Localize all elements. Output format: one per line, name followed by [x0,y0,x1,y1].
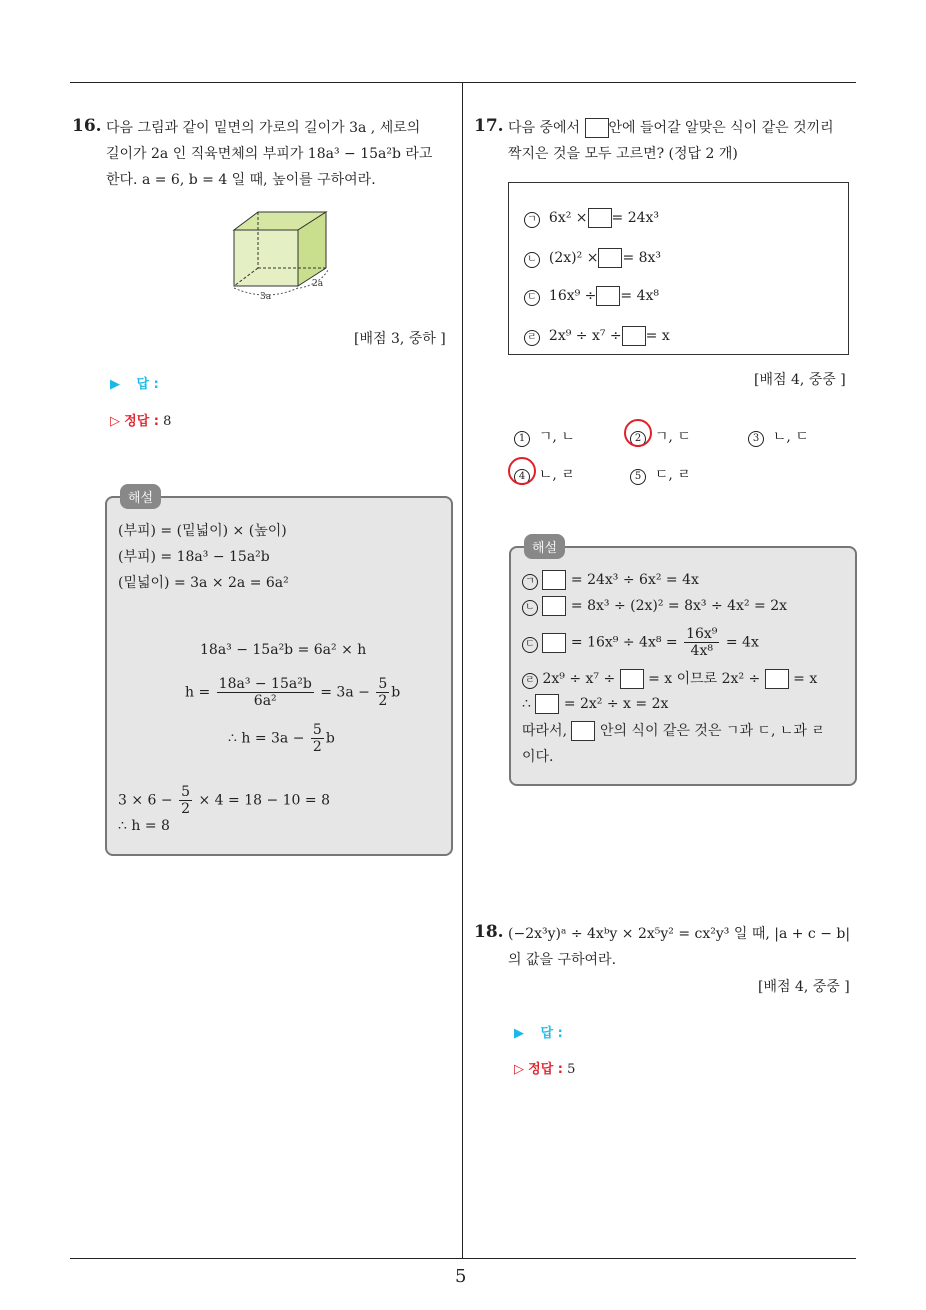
blank-box [765,669,789,689]
q17-exp-l5-b: = 2x² ÷ x = 2x [563,696,669,712]
answer-arrow-icon: ▶ [514,1026,524,1041]
q16-answer-label: 답 : [136,377,159,392]
choice-4-selected-circle [508,457,536,485]
q17-exp-line5 [522,694,668,714]
q17-item-4-mark: ㄹ [524,330,540,346]
q16-exp-l6-fn: 5 [312,722,322,738]
q16-exp-l7-fn: 5 [181,784,191,800]
q17-line2: 짝지은 것을 모두 고르면? (정답 2 개) [508,146,738,162]
q17-exp-l5-a: ∴ [522,696,531,712]
q18-line1: (−2x³y)ᵃ ÷ 4xᵇy × 2x⁵y² = cx²y³ 일 때, |a + c − b| [508,926,851,942]
column-divider [462,82,463,1259]
q16-line2: 길이가 2a 인 직육면체의 부피가 18a³ − 15a²b 라고 [106,146,433,162]
q16-exp-line4: 18a³ − 15a²b = 6a² × h [200,642,367,658]
q16-exp-l5-right: = 3a − [320,684,370,701]
q17-exp-l4-a: 2x⁹ ÷ x⁷ ÷ [542,671,616,687]
choice-3-num: 3 [748,431,764,447]
q16-exp-l5-fn: 5 [378,676,388,692]
q18-correct-label: 정답 : [528,1062,563,1077]
q16-exp-l7-frac [179,784,192,817]
choice-2-num: 2 [630,431,646,447]
q17-line1-a: 다음 중에서 [508,120,581,136]
bottom-rule [70,1258,856,1259]
q16-exp-line8: ∴ h = 8 [118,818,170,834]
choice-3-text: ㄴ, ㄷ [772,429,809,445]
correct-arrow-icon: ▷ [110,414,120,429]
choice-1-num: 1 [514,431,530,447]
q17-item-1-mark: ㄱ [524,212,540,228]
q16-exp-l6-frac [311,722,324,755]
exp-mark-1: ㄱ [522,574,538,590]
q18-answer-label: 답 : [540,1026,563,1041]
q17-score: [배점 4, 중중 ] [754,372,846,388]
q18-number: 18. [474,922,504,942]
choice-4-text: ㄴ, ㄹ [538,467,575,483]
q16-exp-line1: (부피) = (밑넓이) × (높이) [118,523,287,539]
top-rule [70,82,856,83]
q16-answer-row[interactable] [110,373,159,392]
q16-exp-l6-end: b [325,730,335,747]
q17-number: 17. [474,116,504,136]
q17-exp-l3-b: = 4x [725,634,759,651]
q17-exp-l3-a: = 16x⁹ ÷ 4x⁸ = [570,634,678,651]
q16-exp-line7 [118,784,330,817]
q16-exp-l5-fd: 2 [378,693,388,709]
q16-exp-l5-left: h = [185,684,211,701]
choice-1-text: ㄱ, ㄴ [538,429,575,445]
q17-item-4 [524,326,670,346]
choice-5-text: ㄷ, ㄹ [654,467,691,483]
q16-exp-l5-frac [217,676,314,709]
blank-box [622,326,646,346]
q18-answer-row[interactable] [514,1022,563,1041]
q17-exp-l6-a: 따라서, [522,723,568,739]
q17-item-3-right: = 4x⁸ [620,288,660,304]
q16-exp-line2: (부피) = 18a³ − 15a²b [118,549,270,565]
q17-item-3-left: 16x⁹ ÷ [548,288,597,304]
q18-score: [배점 4, 중중 ] [758,979,850,995]
q17-exp-l6-b: 안의 식이 같은 것은 ㄱ과 ㄷ, ㄴ과 ㄹ [599,723,825,739]
fig-label-depth: 2a [312,279,324,289]
q16-line1: 다음 그림과 같이 밑면의 가로의 길이가 3a , 세로의 [106,120,421,136]
q17-item-1-right: = 24x³ [611,210,660,226]
q17-item-2-left: (2x)² × [548,250,599,266]
q18-correct-row [514,1058,575,1077]
q16-exp-l5-frac2 [376,676,389,709]
q17-exp-l3-d: 4x⁸ [690,643,713,659]
q16-correct-label: 정답 : [124,414,159,429]
q16-exp-line3: (밑넓이) = 3a × 2a = 6a² [118,575,289,591]
q16-score: [배점 3, 중하 ] [354,331,446,347]
q17-item-4-left: 2x⁹ ÷ x⁷ ÷ [548,328,622,344]
blank-box [588,208,612,228]
exp-mark-4: ㄹ [522,673,538,689]
q17-item-3 [524,286,659,306]
blank-box [542,633,566,653]
correct-arrow-icon: ▷ [514,1062,524,1077]
q17-item-3-mark: ㄷ [524,290,540,306]
choice-2-selected-circle [624,419,652,447]
q17-line1 [508,115,858,141]
q16-line3: 한다. a = 6, b = 4 일 때, 높이를 구하여라. [106,172,376,188]
q17-line1-b: 안에 들어갈 알맞은 식이 같은 것끼리 [608,120,834,136]
q17-item-4-right: = x [645,328,670,344]
q16-explanation-tag: 해설 [120,484,161,509]
q16-exp-line6 [228,722,335,755]
blank-box [598,248,622,268]
q16-exp-l7-end: × 4 = 18 − 10 = 8 [198,792,330,809]
exp-mark-3: ㄷ [522,637,538,653]
q16-exp-l5-end: b [391,684,401,701]
q17-exp-l4-b: = x 이므로 2x² ÷ [648,671,761,687]
choice-2-text: ㄱ, ㄷ [654,429,691,445]
blank-box [535,694,559,714]
q17-exp-line4 [522,668,817,689]
q17-item-1-left: 6x² × [548,210,588,226]
q16-exp-l5-den: 6a² [253,693,277,709]
q17-explanation-tag: 해설 [524,534,565,559]
page-number: 5 [455,1266,467,1287]
q16-correct-row [110,410,171,429]
q17-exp-l2: = 8x³ ÷ (2x)² = 8x³ ÷ 4x² = 2x [570,598,787,614]
q16-exp-l7-fd: 2 [181,801,191,817]
fig-label-width: 3a [260,292,272,302]
q17-choice-1[interactable] [514,426,575,447]
q17-text [508,115,858,167]
q16-correct-value: 8 [163,414,172,429]
q17-item-2-right: = 8x³ [622,250,662,266]
q16-exp-l6-left: ∴ h = 3a − [228,730,305,747]
q17-exp-l3-n: 16x⁹ [686,626,718,642]
q16-text [106,115,456,193]
q17-exp-l3-frac [684,626,719,659]
q17-exp-line3 [522,626,759,659]
blank-box [620,669,644,689]
q16-number: 16. [72,116,102,136]
cuboid-figure [222,206,334,302]
q17-item-2 [524,248,661,268]
q17-exp-line6 [522,720,825,741]
q18-line2: 의 값을 구하여라. [508,952,617,968]
blank-box [542,570,566,590]
blank-box [596,286,620,306]
q17-exp-l1: = 24x³ ÷ 6x² = 4x [570,572,699,588]
q16-exp-line5 [185,676,400,709]
exp-mark-2: ㄴ [522,600,538,616]
blank-box [542,596,566,616]
answer-arrow-icon: ▶ [110,377,120,392]
q17-choice-5[interactable] [630,464,691,485]
q16-exp-l6-fd: 2 [312,739,322,755]
q17-item-1 [524,208,659,228]
q17-choice-3[interactable] [748,426,809,447]
q16-exp-l5-num: 18a³ − 15a²b [218,676,312,692]
choice-4-num: 4 [514,469,530,485]
blank-box [585,118,609,138]
blank-box [571,721,595,741]
q17-exp-l4-c: = x [793,671,818,687]
q17-exp-line1 [522,570,699,590]
q18-correct-value: 5 [567,1062,576,1077]
choice-5-num: 5 [630,469,646,485]
q16-exp-l7-left: 3 × 6 − [118,792,173,809]
q17-item-2-mark: ㄴ [524,252,540,268]
q18-text [508,921,858,973]
q17-exp-line7: 이다. [522,749,554,765]
q17-exp-line2 [522,596,787,616]
